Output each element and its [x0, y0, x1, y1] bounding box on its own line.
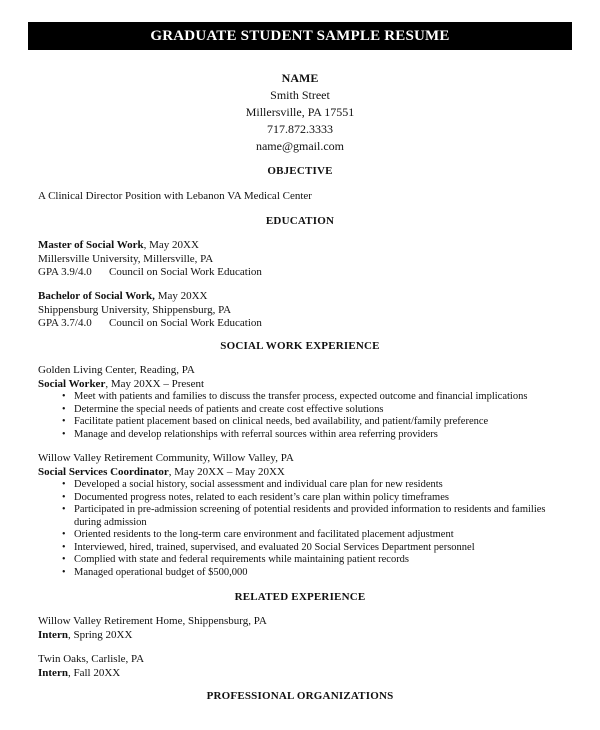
objective-heading: OBJECTIVE: [267, 165, 333, 177]
job-role: Social Worker: [38, 377, 106, 390]
objective-text: A Clinical Director Position with Lebanon VA Medical Center: [38, 190, 312, 202]
related-role: Intern: [38, 628, 68, 641]
related-dates: , Fall 20XX: [67, 666, 121, 679]
degree-name: Master of Social Work: [38, 239, 144, 251]
education-heading: EDUCATION: [265, 215, 335, 227]
job-role: Social Services Coordinator: [38, 465, 169, 478]
related-dates: , Spring 20XX: [67, 628, 133, 641]
list-item: • Documented progress notes, related to each resident’s care plan within policy timeframes: [38, 492, 578, 505]
job-employer: Willow Valley Retirement Community, Willow Valley, PA: [38, 452, 294, 464]
list-item: • Participated in pre-admission screening of potential residents and provided information to residents and families: [38, 504, 578, 517]
degree-date: , May 20XX: [143, 239, 199, 251]
degree-honor: Council on Social Work Education: [109, 266, 262, 278]
list-item: • Facilitate patient placement based on clinical needs, bed availability, and patient/family preference: [38, 416, 578, 429]
degree-date: May 20XX: [154, 290, 208, 302]
degree-school: Shippensburg University, Shippensburg, PA: [38, 303, 232, 316]
list-item: • Developed a social history, social assessment and individual care plan for new residents: [38, 479, 578, 492]
degree-honor: Council on Social Work Education: [109, 317, 262, 329]
contact-street: Smith Street: [270, 88, 330, 102]
resume-title: GRADUATE STUDENT SAMPLE RESUME: [28, 22, 572, 50]
job-dates: , May 20XX – Present: [105, 377, 205, 390]
related-employer: Twin Oaks, Carlisle, PA: [38, 653, 145, 665]
job-bullets: [38, 479, 578, 579]
list-item: • Interviewed, hired, trained, supervised, and evaluated 20 Social Services Department personnel: [38, 542, 578, 555]
education-entry-master: [38, 239, 578, 280]
professional-organizations-heading: PROFESSIONAL ORGANIZATIONS: [206, 690, 394, 702]
related-entry-willow-valley-home: [38, 615, 578, 642]
job-entry-golden-living: [38, 364, 578, 441]
degree-school: Millersville University, Millersville, PA: [38, 252, 214, 265]
contact-name: NAME: [281, 71, 319, 85]
related-role: Intern: [38, 666, 68, 679]
job-employer: Golden Living Center, Reading, PA: [38, 364, 195, 376]
related-experience-heading: RELATED EXPERIENCE: [234, 591, 366, 603]
related-employer: Willow Valley Retirement Home, Shippensburg, PA: [38, 615, 267, 627]
contact-phone: 717.872.3333: [267, 122, 333, 136]
social-work-experience-heading: SOCIAL WORK EXPERIENCE: [220, 340, 380, 352]
education-entry-bachelor: [38, 290, 578, 331]
contact-block: [0, 70, 600, 155]
contact-city: Millersville, PA 17551: [245, 105, 355, 119]
degree-name: Bachelor of Social Work,: [38, 290, 155, 302]
job-dates: , May 20XX – May 20XX: [168, 465, 285, 478]
list-item: • Manage and develop relationships with referral sources within area referring providers: [38, 429, 578, 442]
degree-gpa: GPA 3.9/4.0: [38, 266, 92, 278]
job-entry-willow-valley: [38, 452, 578, 579]
related-entry-twin-oaks: [38, 653, 578, 680]
list-item: • Oriented residents to the long-term care environment and facilitated placement adjustment: [38, 529, 578, 542]
list-item-continuation: during admission: [74, 516, 147, 528]
list-item: • Managed operational budget of $500,000: [38, 567, 578, 580]
list-item: • Meet with patients and families to discuss the transfer process, expected outcome and financial implications: [38, 391, 578, 404]
list-item: • Determine the special needs of patients and create cost effective solutions: [38, 404, 578, 417]
list-item: • Complied with state and federal requirements while maintaining patient records: [38, 554, 578, 567]
degree-gpa: GPA 3.7/4.0: [38, 317, 92, 329]
job-bullets: [38, 391, 578, 441]
contact-email: name@gmail.com: [255, 139, 345, 153]
